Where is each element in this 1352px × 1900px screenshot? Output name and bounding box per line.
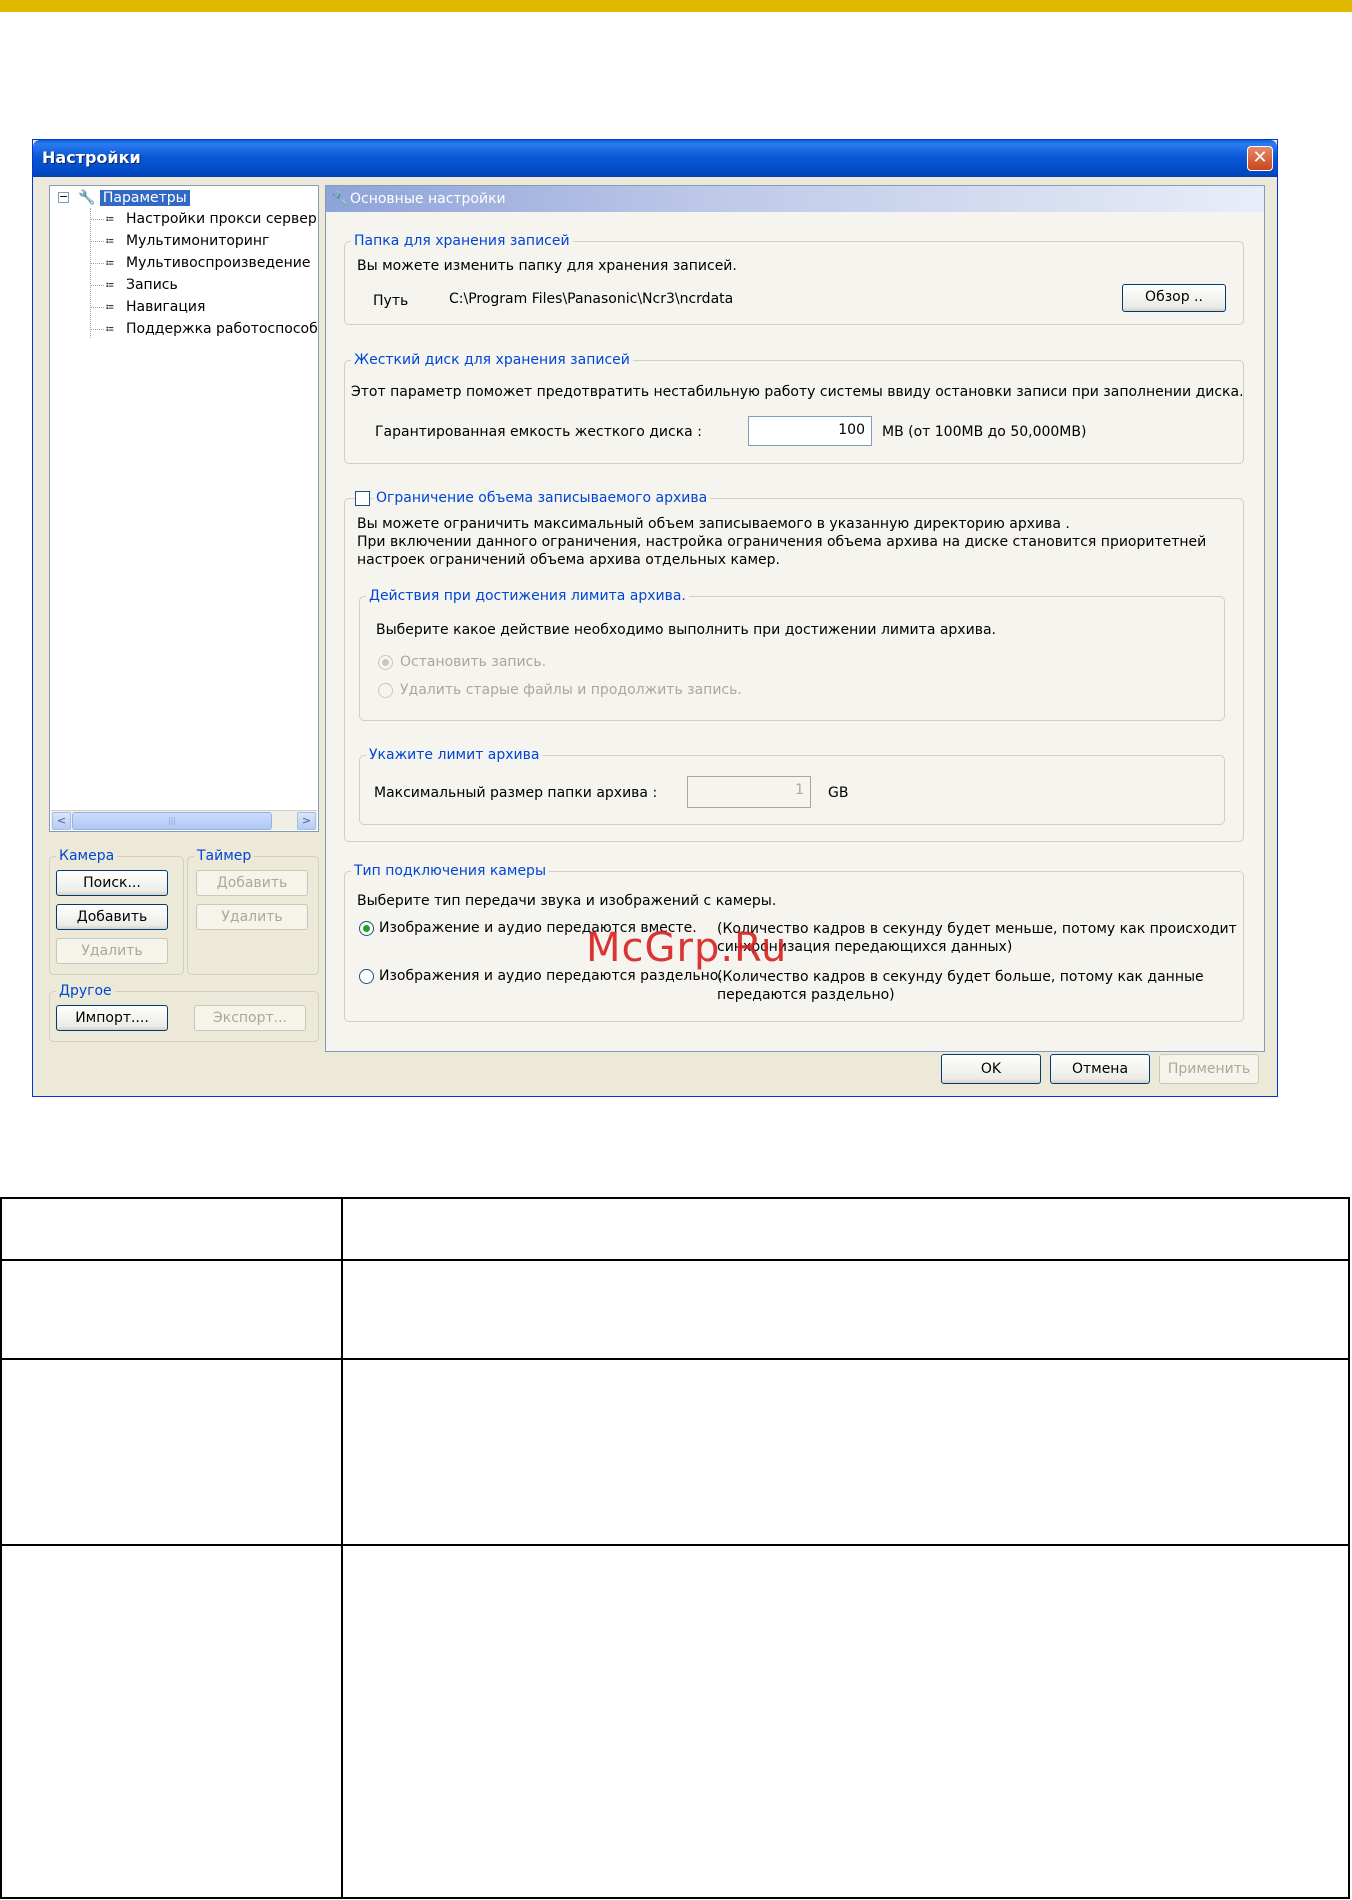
close-icon[interactable]: ✕ — [1247, 146, 1273, 171]
archive-actions-legend: Действия при достижения лимита архива. — [366, 587, 689, 605]
separate-note-1: (Количество кадров в секунду будет больше, потому как данные — [717, 969, 1204, 985]
cancel-button[interactable]: Отмена — [1050, 1054, 1150, 1084]
archive-actions-prompt: Выберите какое действие необходимо выполнить при достижении лимита архива. — [376, 622, 996, 638]
tree-root[interactable] — [78, 188, 190, 208]
timer-group — [187, 848, 319, 975]
wrench-icon: 🔧 — [78, 190, 96, 206]
timer-delete-button[interactable]: Удалить — [196, 904, 308, 930]
stop-recording-label: Остановить запись. — [400, 654, 547, 670]
hdd-legend: Жесткий диск для хранения записей — [351, 351, 633, 369]
connection-type-group — [344, 863, 1244, 1022]
apply-button[interactable]: Применить — [1159, 1054, 1259, 1084]
hdd-description: Этот параметр поможет предотвратить нестабильную работу системы ввиду остановки записи при заполнении диска. — [351, 384, 1244, 400]
document-table — [0, 1197, 1350, 1899]
delete-old-radio[interactable] — [378, 683, 393, 698]
export-button[interactable]: Экспорт... — [194, 1005, 306, 1031]
browse-button[interactable]: Обзор .. — [1122, 284, 1226, 312]
separate-label: Изображения и аудио передаются раздельно. — [379, 968, 723, 984]
tree-root-label: Параметры — [100, 190, 190, 206]
scroll-thumb[interactable]: ||| — [72, 812, 272, 830]
tree-item-proxy[interactable]: ≔ Настройки прокси сервер — [106, 209, 317, 229]
tree-item-multiplayback[interactable]: ≔ Мультивоспроизведение — [106, 253, 311, 273]
panel-header-title: Основные настройки — [350, 191, 506, 207]
together-label: Изображение и аудио передаются вместе. — [379, 920, 697, 936]
tree-item-navigation[interactable]: ≔ Навигация — [106, 297, 205, 317]
table-column-divider — [341, 1199, 343, 1897]
delete-old-label: Удалить старые файлы и продолжить запись. — [400, 682, 742, 698]
ok-button[interactable]: OK — [941, 1054, 1041, 1084]
archive-limit-size-group — [359, 747, 1225, 825]
list-icon: ≔ — [106, 278, 114, 293]
list-icon: ≔ — [106, 234, 114, 249]
camera-add-button[interactable]: Добавить — [56, 904, 168, 930]
panel-header — [326, 186, 1264, 212]
hdd-capacity-input[interactable]: 100 — [748, 416, 872, 446]
archive-desc-line-1: Вы можете ограничить максимальный объем записываемого в указанную директорию архива . — [357, 516, 1070, 532]
main-settings-panel — [325, 185, 1265, 1052]
camera-group — [49, 848, 184, 975]
stop-recording-radio[interactable] — [378, 655, 393, 670]
path-label: Путь — [373, 293, 409, 309]
window-title: Настройки — [42, 148, 141, 167]
list-icon: ≔ — [106, 322, 114, 337]
tree-collapse-icon[interactable]: − — [59, 190, 69, 203]
camera-delete-button[interactable]: Удалить — [56, 938, 168, 964]
table-row-divider — [2, 1358, 1348, 1360]
scroll-left-icon[interactable]: < — [52, 812, 71, 830]
title-bar[interactable] — [33, 140, 1277, 177]
list-icon: ≔ — [106, 212, 114, 227]
list-icon: ≔ — [106, 300, 114, 315]
archive-limit-legend[interactable]: Ограничение объема записываемого архива — [373, 489, 710, 507]
timer-group-legend: Таймер — [194, 847, 254, 865]
camera-group-legend: Камера — [56, 847, 117, 865]
camera-search-button[interactable]: Поиск... — [56, 870, 168, 896]
settings-tree[interactable] — [49, 185, 319, 832]
other-group — [49, 983, 319, 1042]
hdd-capacity-label: Гарантированная емкость жесткого диска : — [375, 424, 702, 440]
tree-horizontal-scrollbar[interactable] — [51, 810, 317, 830]
archive-limit-size-unit: GB — [828, 785, 849, 801]
hdd-capacity-unit: MB (от 100MB до 50,000MB) — [882, 424, 1087, 440]
separate-note-2: передаются раздельно) — [717, 987, 895, 1003]
archive-limit-size-legend: Укажите лимит архива — [366, 746, 543, 764]
tree-item-maintenance[interactable]: ≔ Поддержка работоспособ — [106, 319, 318, 339]
scroll-right-icon[interactable]: > — [297, 812, 316, 830]
connection-prompt: Выберите тип передачи звука и изображений с камеры. — [357, 893, 777, 909]
storage-folder-description: Вы можете изменить папку для хранения записей. — [357, 258, 737, 274]
tree-item-recording[interactable]: ≔ Запись — [106, 275, 178, 295]
archive-actions-group — [359, 588, 1225, 721]
archive-desc-line-2: При включении данного ограничения, настройка ограничения объема архива на диске становится приоритетней — [357, 534, 1207, 550]
separate-radio[interactable] — [359, 969, 374, 984]
together-note-1: (Количество кадров в секунду будет меньше, потому как происходит — [717, 921, 1237, 937]
archive-desc-line-3: настроек ограничений объема архива отдельных камер. — [357, 552, 781, 568]
path-value: C:\Program Files\Panasonic\Ncr3\ncrdata — [449, 291, 734, 307]
archive-limit-checkbox[interactable] — [355, 491, 370, 506]
tree-item-multimonitoring[interactable]: ≔ Мультимониторинг — [106, 231, 269, 251]
together-note-2: синхронизация передающихся данных) — [717, 939, 1013, 955]
import-button[interactable]: Импорт.... — [56, 1005, 168, 1031]
hdd-group — [344, 352, 1244, 464]
list-icon: ≔ — [106, 256, 114, 271]
table-row-divider — [2, 1259, 1348, 1261]
storage-folder-group — [344, 233, 1244, 325]
other-group-legend: Другое — [56, 982, 115, 1000]
top-accent-bar — [0, 0, 1352, 12]
storage-folder-legend: Папка для хранения записей — [351, 232, 573, 250]
connection-type-legend: Тип подключения камеры — [351, 862, 549, 880]
watermark-text: McGrp.Ru — [586, 925, 788, 971]
archive-limit-size-input[interactable]: 1 — [687, 776, 811, 808]
archive-limit-size-label: Максимальный размер папки архива : — [374, 785, 658, 801]
timer-add-button[interactable]: Добавить — [196, 870, 308, 896]
archive-limit-group — [344, 490, 1244, 842]
together-radio[interactable] — [359, 921, 374, 936]
wrench-icon: 🔧 — [331, 190, 350, 208]
table-row-divider — [2, 1544, 1348, 1546]
